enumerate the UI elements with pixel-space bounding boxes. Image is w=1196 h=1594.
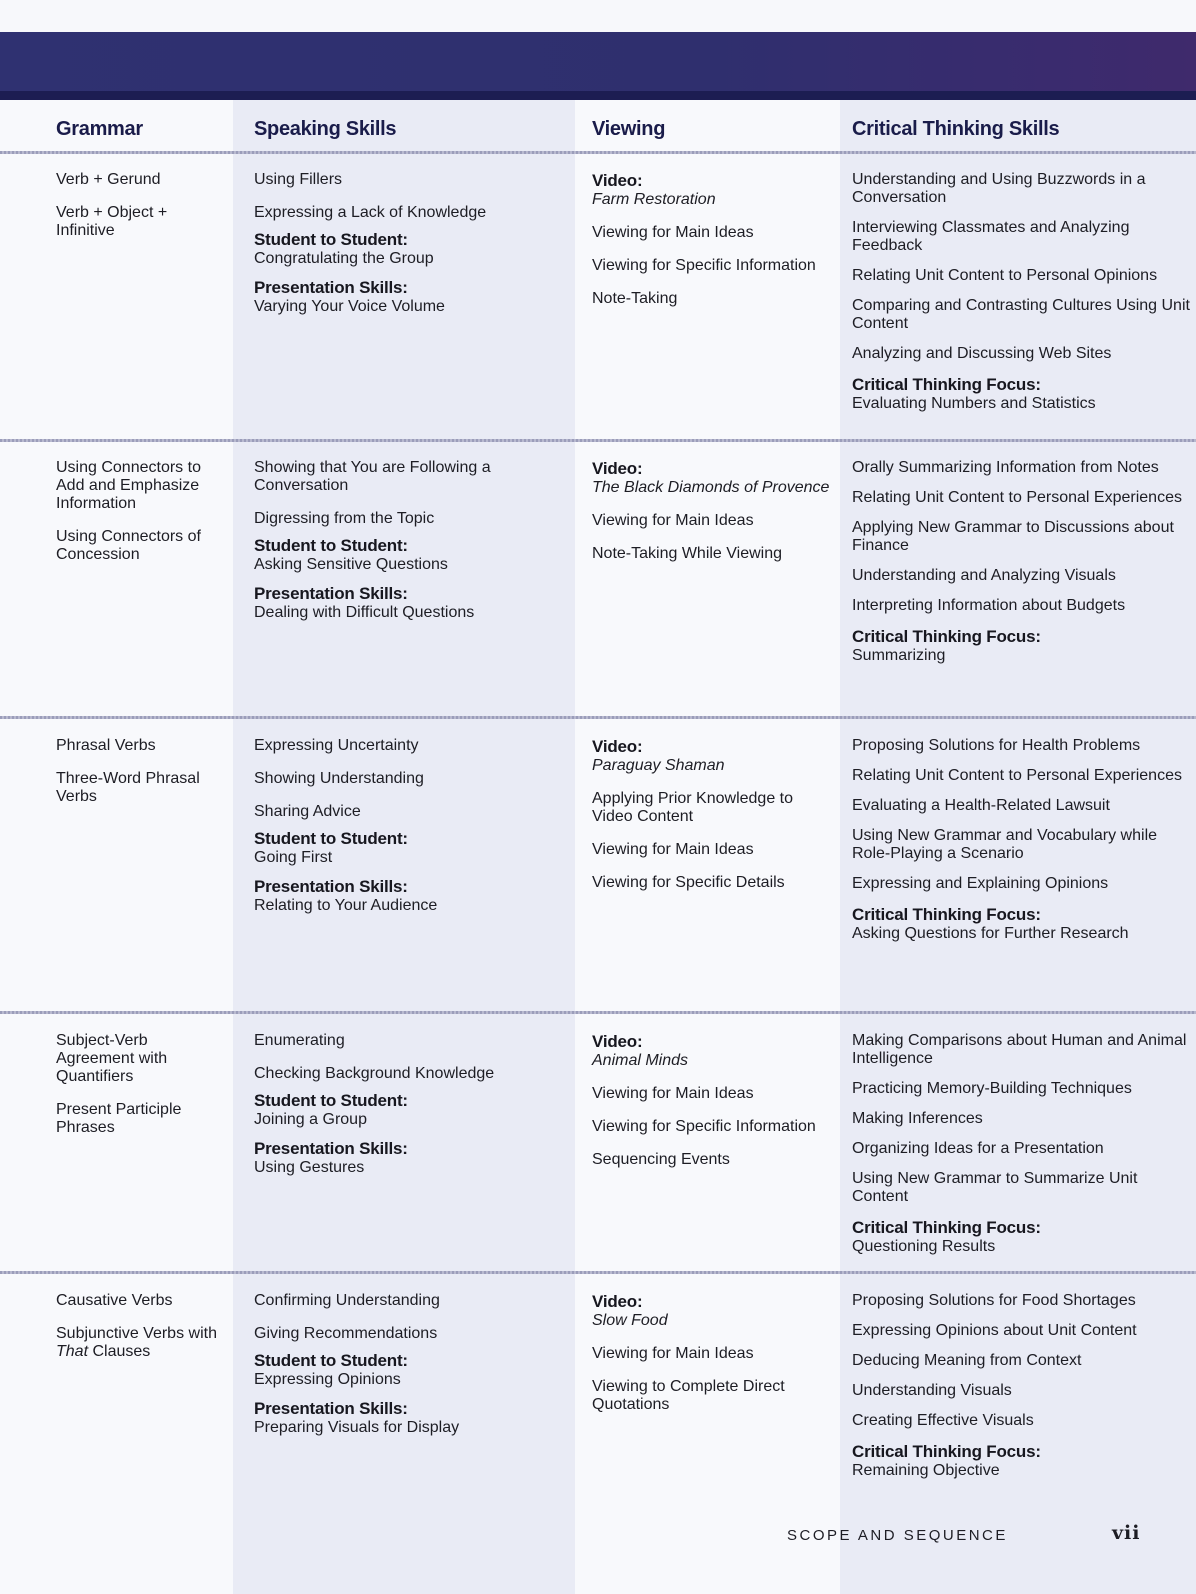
presentation-skills-group [254,584,564,622]
presentation-skills-value: Relating to Your Audience [254,897,438,914]
header-grammar: Grammar [56,118,143,140]
critical-focus-label: Critical Thinking Focus: [852,627,1041,646]
critical-thinking-item: Interviewing Classmates and Analyzing Feedback [852,219,1130,254]
speaking-item: Giving Recommendations [254,1325,438,1342]
student-to-student-group [254,230,564,268]
grammar-item-text: Clauses [88,1343,151,1360]
presentation-skills-value: Varying Your Voice Volume [254,298,445,315]
presentation-skills-label: Presentation Skills: [254,1399,408,1418]
viewing-item: Viewing for Main Ideas [592,224,754,241]
student-to-student-value: Expressing Opinions [254,1371,401,1388]
critical-focus-value: Evaluating Numbers and Statistics [852,395,1096,412]
grammar-item: Present Participle Phrases [56,1101,182,1136]
student-to-student-group [254,536,564,574]
viewing-item: Viewing to Complete Direct Quotations [592,1378,785,1413]
critical-thinking-cell [852,1032,1196,1266]
grammar-item-text: Subjunctive Verbs with [56,1325,217,1342]
speaking-item: Showing that You are Following a Conversation [254,459,491,494]
presentation-skills-group [254,1399,564,1437]
speaking-cell [254,737,564,925]
student-to-student-label: Student to Student: [254,536,408,555]
video-label: Video: [592,171,643,190]
viewing-cell [592,171,832,323]
critical-thinking-cell [852,459,1196,675]
speaking-cell [254,459,564,632]
critical-focus-value: Remaining Objective [852,1462,1000,1479]
grammar-item: Using Connectors to Add and Emphasize Information [56,459,201,512]
viewing-item: Viewing for Main Ideas [592,512,754,529]
viewing-cell [592,459,832,578]
divider [0,1271,1196,1274]
viewing-item: Note-Taking [592,290,678,307]
speaking-item: Checking Background Knowledge [254,1065,495,1082]
grammar-item: Verb + Object + Infinitive [56,204,168,239]
student-to-student-value: Going First [254,849,333,866]
speaking-item: Using Fillers [254,171,343,188]
presentation-skills-value: Using Gestures [254,1159,365,1176]
divider [0,716,1196,719]
critical-focus-group [852,1442,1196,1480]
grammar-item: Causative Verbs [56,1292,173,1309]
viewing-cell [592,737,832,907]
video-title: Paraguay Shaman [592,757,725,774]
critical-thinking-item: Understanding and Using Buzzwords in a Conversation [852,171,1146,206]
viewing-cell [592,1292,832,1429]
student-to-student-value: Congratulating the Group [254,250,434,267]
viewing-item: Viewing for Specific Information [592,1118,816,1135]
student-to-student-group [254,1351,564,1389]
critical-thinking-item: Understanding and Analyzing Visuals [852,567,1116,584]
speaking-item: Confirming Understanding [254,1292,440,1309]
critical-thinking-cell [852,737,1196,953]
critical-thinking-item: Evaluating a Health-Related Lawsuit [852,797,1110,814]
video-group [592,459,832,497]
critical-focus-group [852,375,1196,413]
speaking-item: Sharing Advice [254,803,361,820]
presentation-skills-group [254,1139,564,1177]
footer-section-title: SCOPE AND SEQUENCE [787,1527,1008,1544]
header-speaking-skills: Speaking Skills [254,118,397,140]
critical-focus-group [852,627,1196,665]
grammar-cell [56,171,226,255]
critical-thinking-item: Comparing and Contrasting Cultures Using Unit Content [852,297,1190,332]
critical-thinking-item: Using New Grammar to Summarize Unit Content [852,1170,1138,1205]
video-group [592,1292,832,1330]
grammar-cell [56,1032,226,1152]
critical-thinking-item: Organizing Ideas for a Presentation [852,1140,1104,1157]
presentation-skills-value: Preparing Visuals for Display [254,1419,460,1436]
grammar-item-emphasis: That [56,1343,89,1360]
grammar-cell [56,459,226,579]
student-to-student-value: Asking Sensitive Questions [254,556,448,573]
presentation-skills-group [254,877,564,915]
critical-focus-label: Critical Thinking Focus: [852,375,1041,394]
critical-focus-group [852,1218,1196,1256]
student-to-student-label: Student to Student: [254,230,408,249]
critical-thinking-item: Proposing Solutions for Food Shortages [852,1292,1136,1309]
divider [0,439,1196,442]
critical-thinking-item: Relating Unit Content to Personal Experiences [852,489,1182,506]
header-critical-thinking: Critical Thinking Skills [852,118,1060,140]
student-to-student-label: Student to Student: [254,1351,408,1370]
viewing-cell [592,1032,832,1184]
critical-thinking-item: Relating Unit Content to Personal Experiences [852,767,1182,784]
viewing-item: Viewing for Main Ideas [592,1345,754,1362]
video-label: Video: [592,737,643,756]
speaking-cell [254,171,564,326]
speaking-cell [254,1292,564,1447]
speaking-item: Expressing a Lack of Knowledge [254,204,487,221]
grammar-item: Verb + Gerund [56,171,161,188]
viewing-item: Note-Taking While Viewing [592,545,783,562]
critical-focus-label: Critical Thinking Focus: [852,1218,1041,1237]
grammar-item: Subject-Verb Agreement with Quantifiers [56,1032,168,1085]
viewing-item: Applying Prior Knowledge to Video Content [592,790,794,825]
video-group [592,737,832,775]
speaking-item: Digressing from the Topic [254,510,435,527]
student-to-student-group [254,829,564,867]
critical-thinking-item: Creating Effective Visuals [852,1412,1034,1429]
video-title: The Black Diamonds of Provence [592,479,830,496]
viewing-item: Sequencing Events [592,1151,730,1168]
video-title: Farm Restoration [592,191,716,208]
critical-focus-label: Critical Thinking Focus: [852,905,1041,924]
divider [0,1011,1196,1014]
critical-thinking-item: Relating Unit Content to Personal Opinions [852,267,1158,284]
video-label: Video: [592,1032,643,1051]
speaking-item: Expressing Uncertainty [254,737,419,754]
critical-thinking-cell [852,1292,1196,1490]
video-group [592,171,832,209]
critical-focus-value: Asking Questions for Further Research [852,925,1129,942]
student-to-student-label: Student to Student: [254,829,408,848]
viewing-item: Viewing for Specific Details [592,874,785,891]
viewing-item: Viewing for Main Ideas [592,841,754,858]
presentation-skills-group [254,278,564,316]
critical-thinking-item: Orally Summarizing Information from Notes [852,459,1159,476]
critical-thinking-item: Interpreting Information about Budgets [852,597,1126,614]
speaking-cell [254,1032,564,1187]
critical-thinking-item: Practicing Memory-Building Techniques [852,1080,1132,1097]
video-title: Slow Food [592,1312,668,1329]
critical-thinking-item: Understanding Visuals [852,1382,1012,1399]
speaking-item: Showing Understanding [254,770,424,787]
video-label: Video: [592,1292,643,1311]
critical-thinking-item: Analyzing and Discussing Web Sites [852,345,1112,362]
presentation-skills-label: Presentation Skills: [254,1139,408,1158]
critical-thinking-item: Making Comparisons about Human and Animal Intelligence [852,1032,1187,1067]
critical-thinking-item: Expressing Opinions about Unit Content [852,1322,1137,1339]
viewing-item: Viewing for Main Ideas [592,1085,754,1102]
top-banner [0,32,1196,100]
video-title: Animal Minds [592,1052,689,1069]
grammar-item: Three-Word Phrasal Verbs [56,770,200,805]
critical-thinking-item: Expressing and Explaining Opinions [852,875,1109,892]
student-to-student-value: Joining a Group [254,1111,367,1128]
grammar-item: Phrasal Verbs [56,737,156,754]
critical-focus-value: Questioning Results [852,1238,996,1255]
student-to-student-group [254,1091,564,1129]
grammar-item: Using Connectors of Concession [56,528,201,563]
viewing-item: Viewing for Specific Information [592,257,816,274]
grammar-item [56,1325,226,1361]
critical-thinking-item: Using New Grammar and Vocabulary while Role-Playing a Scenario [852,827,1158,862]
critical-thinking-item: Making Inferences [852,1110,983,1127]
page-number: vii [1112,1522,1141,1544]
critical-focus-label: Critical Thinking Focus: [852,1442,1041,1461]
presentation-skills-label: Presentation Skills: [254,584,408,603]
header-viewing: Viewing [592,118,666,140]
column-header-row [0,100,1196,152]
critical-thinking-item: Proposing Solutions for Health Problems [852,737,1141,754]
critical-thinking-item: Applying New Grammar to Discussions about Finance [852,519,1174,554]
speaking-item: Enumerating [254,1032,345,1049]
presentation-skills-label: Presentation Skills: [254,877,408,896]
student-to-student-label: Student to Student: [254,1091,408,1110]
presentation-skills-value: Dealing with Difficult Questions [254,604,475,621]
presentation-skills-label: Presentation Skills: [254,278,408,297]
critical-focus-value: Summarizing [852,647,946,664]
grammar-cell [56,737,226,821]
critical-thinking-cell [852,171,1196,423]
grammar-cell [56,1292,226,1376]
critical-thinking-item: Deducing Meaning from Context [852,1352,1082,1369]
video-label: Video: [592,459,643,478]
critical-focus-group [852,905,1196,943]
video-group [592,1032,832,1070]
divider [0,151,1196,154]
